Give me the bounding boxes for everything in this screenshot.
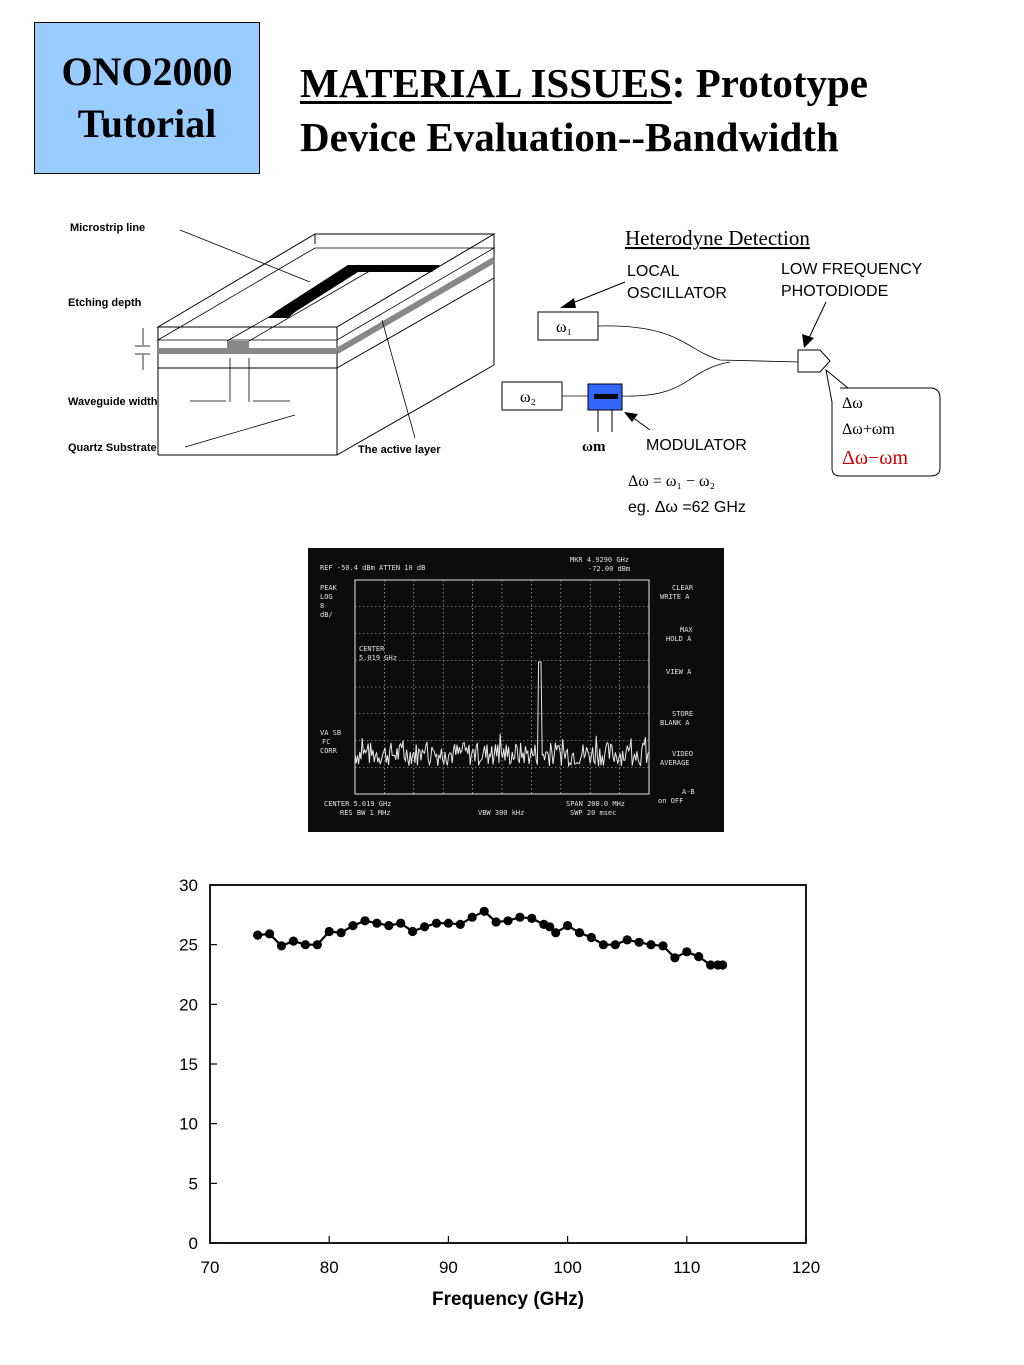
data-point — [694, 952, 703, 961]
title-rest: : Prototype — [671, 60, 869, 106]
soft-clear2: WRITE A — [660, 593, 690, 601]
spec-center-label: CENTER — [359, 645, 385, 653]
title-underlined: MATERIAL ISSUES — [300, 60, 672, 106]
soft-video2: AVERAGE — [660, 759, 690, 767]
soft-ab1: A-B — [682, 788, 695, 796]
data-point — [611, 940, 620, 949]
soft-view: VIEW A — [666, 668, 692, 676]
title-line2: Device Evaluation--Bandwidth — [300, 114, 839, 160]
omega2-label: ω₂ — [520, 389, 537, 406]
data-point — [456, 920, 465, 929]
spec-corr: CORR — [320, 747, 337, 755]
data-point — [718, 960, 727, 969]
y-tick-label: 25 — [179, 935, 198, 955]
local-osc-line1: LOCAL — [627, 263, 680, 280]
spec-vbw: VBW 300 kHz — [478, 809, 525, 817]
x-tick-label: 120 — [791, 1258, 821, 1277]
data-point — [623, 935, 632, 944]
soft-max1: MAX — [680, 626, 693, 634]
label-waveguide: Waveguide width — [68, 396, 158, 408]
data-point — [408, 927, 417, 936]
equation-2: eg. Δω =62 GHz — [628, 499, 746, 516]
data-point — [575, 928, 584, 937]
data-point — [515, 913, 524, 922]
data-point — [348, 921, 357, 930]
data-point — [527, 914, 536, 923]
spec-bottom-center: CENTER 5.019 GHz — [324, 800, 392, 808]
data-point — [468, 913, 477, 922]
data-point — [337, 928, 346, 937]
y-tick-label: 15 — [179, 1055, 198, 1074]
spectrum-analyzer-display — [308, 548, 724, 832]
soft-store1: STORE — [672, 710, 694, 718]
y-tick-label: 0 — [188, 1234, 198, 1253]
data-point — [551, 928, 560, 937]
y-tick-label: 20 — [179, 995, 198, 1015]
data-point — [301, 940, 310, 949]
label-microstrip: Microstrip line — [70, 222, 146, 234]
spec-peak: PEAK — [320, 584, 337, 592]
data-point — [480, 907, 489, 916]
soft-store2: BLANK A — [660, 719, 690, 727]
spec-log: LOG — [320, 593, 333, 601]
x-tick-label: 110 — [673, 1258, 701, 1277]
data-point — [682, 947, 691, 956]
y-tick-label: 30 — [179, 876, 198, 895]
x-tick-label: 70 — [200, 1258, 220, 1277]
soft-video1: VIDEO — [672, 750, 694, 758]
spec-swp: SWP 20 msec — [570, 809, 617, 817]
data-point — [253, 931, 262, 940]
data-point — [289, 937, 298, 946]
out-dw-plus: Δω+ωm — [842, 421, 895, 438]
spec-center-value: 5.019 GHz — [359, 654, 397, 662]
logo-box — [34, 22, 260, 174]
spec-res-bw: RES BW 1 MHz — [340, 809, 391, 817]
data-point — [265, 929, 274, 938]
data-point — [492, 917, 501, 926]
y-tick-label: 10 — [179, 1114, 198, 1134]
out-dw: Δω — [842, 395, 863, 412]
data-point — [420, 922, 429, 931]
data-point — [384, 921, 393, 930]
data-point — [670, 953, 679, 962]
x-tick-label: 90 — [438, 1258, 458, 1277]
label-active: The active layer — [358, 444, 441, 456]
modulator-label: MODULATOR — [646, 437, 747, 454]
logo-line2: Tutorial — [77, 101, 217, 146]
spec-span: SPAN 200.0 MHz — [566, 800, 626, 808]
spec-marker2: -72.00 dBm — [588, 565, 631, 573]
x-axis-label: Frequency (GHz) — [431, 1289, 585, 1310]
x-tick-label: 100 — [553, 1258, 582, 1277]
equation-1: Δω = ω₁ − ω₂ — [628, 473, 716, 490]
bandwidth-chart — [150, 865, 850, 1325]
photodiode-shape — [798, 350, 830, 372]
x-tick-label: 80 — [319, 1258, 339, 1277]
spec-va-sb: VA SB — [320, 729, 342, 737]
slide-title — [300, 56, 868, 164]
data-point — [432, 919, 441, 928]
data-point — [360, 916, 369, 925]
soft-clear1: CLEAR — [672, 584, 694, 592]
device-diagram — [60, 210, 510, 470]
omega1-label: ω₁ — [556, 319, 573, 336]
data-point — [444, 919, 453, 928]
heterodyne-title: Heterodyne Detection — [625, 226, 810, 250]
series-line — [258, 911, 723, 965]
spec-marker1: MKR 4.9290 GHz — [570, 556, 630, 564]
data-point — [396, 919, 405, 928]
data-point — [325, 927, 334, 936]
spec-scale-unit: dB/ — [320, 611, 333, 619]
soft-ab2: on OFF — [658, 797, 684, 805]
heterodyne-diagram — [490, 220, 960, 530]
data-point — [646, 940, 655, 949]
data-point — [372, 919, 381, 928]
photodiode-line1: LOW FREQUENCY — [781, 261, 923, 278]
data-point — [635, 938, 644, 947]
y-tick-label: 5 — [188, 1174, 198, 1194]
label-substrate: Quartz Substrate — [68, 442, 157, 454]
label-etching: Etching depth — [68, 297, 142, 309]
photodiode-line2: PHOTODIODE — [781, 283, 889, 300]
data-point — [658, 941, 667, 950]
data-point — [563, 921, 572, 930]
out-dw-minus: Δω−ωm — [842, 447, 909, 469]
spec-fc: FC — [322, 738, 331, 746]
data-point — [599, 940, 608, 949]
data-point — [503, 916, 512, 925]
spec-scale-num: 8 — [320, 602, 325, 610]
data-point — [313, 940, 322, 949]
logo-line1: ONO2000 — [61, 49, 233, 94]
waveguide-ridge — [227, 341, 249, 349]
data-point — [587, 933, 596, 942]
data-point — [277, 941, 286, 950]
soft-max2: HOLD A — [666, 635, 692, 643]
omega-m-label: ωm — [582, 439, 606, 455]
spec-ref: REF -50.4 dBm ATTEN 10 dB — [320, 564, 426, 572]
plot-frame — [210, 885, 806, 1243]
local-osc-line2: OSCILLATOR — [627, 285, 727, 302]
